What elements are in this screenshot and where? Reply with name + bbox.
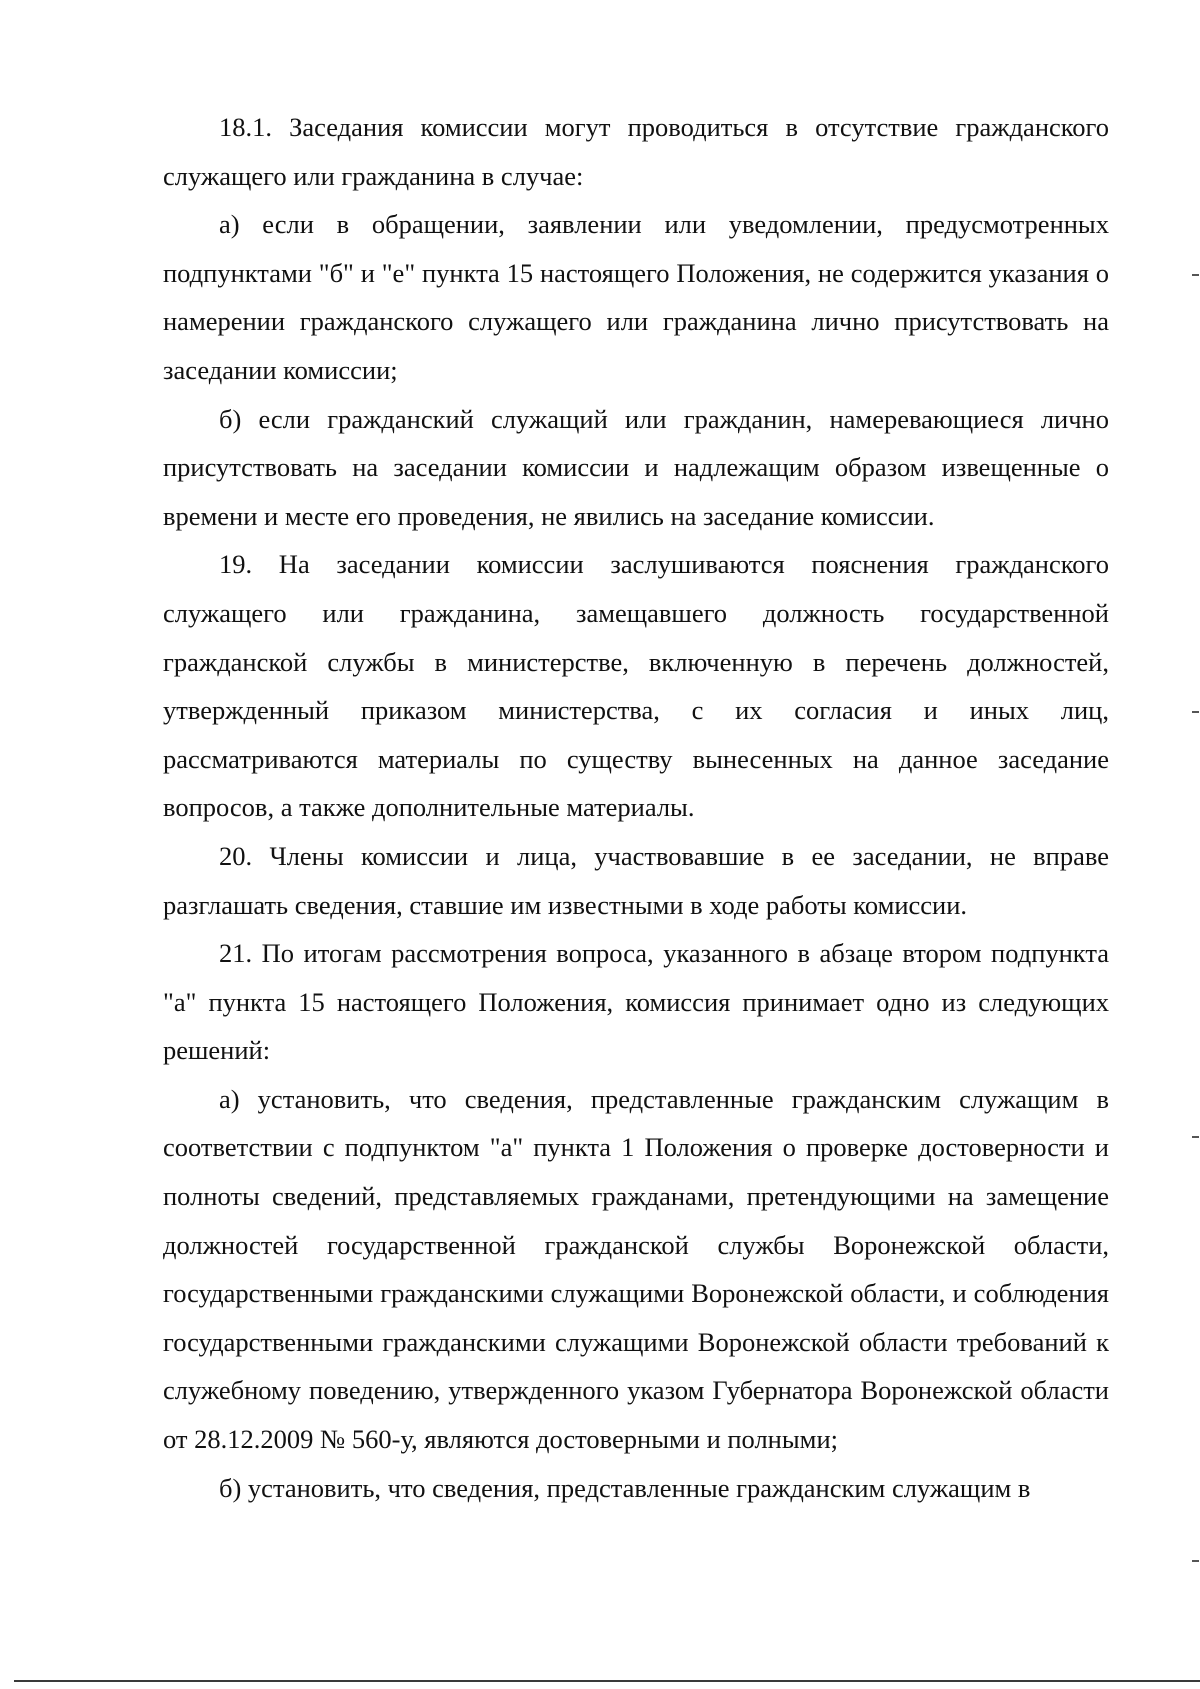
- scan-edge-mark: [1192, 274, 1199, 276]
- scan-edge-mark: [1192, 1560, 1199, 1562]
- paragraph-18-1-a: а) если в обращении, заявлении или уведомлении, предусмотренных подпунктами "б" и "е" пункта 15 настоящего Положения, не содержится указания о намерении гражданского служащего или гражданина лично присутствовать на заседании комиссии;: [163, 209, 1109, 385]
- page-bottom-rule: [14, 1680, 1200, 1682]
- paragraph-20: 20. Члены комиссии и лица, участвовавшие в ее заседании, не вправе разглашать сведения, ставшие им известными в ходе работы комиссии.: [163, 840, 1109, 920]
- paragraph-19: 19. На заседании комиссии заслушиваются пояснения гражданского служащего или гражданина, замещавшего должность государственной гражданской службы в министерстве, включенную в перечень должностей, утвержденный приказом министерства, с их согласия и иных лиц, рассматриваются материалы по существу вынесенных на данное заседание вопросов, а также дополнительные материалы.: [163, 549, 1109, 823]
- paragraph-18-1-b: б) если гражданский служащий или гражданин, намеревающиеся лично присутствовать на заседании комиссии и надлежащим образом извещенные о времени и месте его проведения, не явились на заседание комиссии.: [163, 403, 1109, 531]
- document-body: [163, 103, 1109, 1512]
- paragraph-21: 21. По итогам рассмотрения вопроса, указанного в абзаце втором подпункта "а" пункта 15 настоящего Положения, комиссия принимает одно из следующих решений:: [163, 938, 1109, 1066]
- paragraph-21-b: б) установить, что сведения, представленные гражданским служащим в: [219, 1472, 1031, 1503]
- paragraph-18-1: 18.1. Заседания комиссии могут проводиться в отсутствие гражданского служащего или гражданина в случае:: [163, 112, 1109, 191]
- scan-edge-mark: [1192, 711, 1199, 713]
- paragraph-21-a: а) установить, что сведения, представленные гражданским служащим в соответствии с подпунктом "а" пункта 1 Положения о проверке достоверности и полноты сведений, представляемых гражданами, претендующими на замещение должностей государственной гражданской службы Воронежской области, государственными гражданскими служащими Воронежской области, и соблюдения государственными гражданскими служащими Воронежской области требований к служебному поведению, утвержденного указом Губернатора Воронежской области от 28.12.2009 № 560-у, являются достоверными и полными;: [163, 1083, 1109, 1455]
- scan-edge-mark: [1192, 1136, 1199, 1138]
